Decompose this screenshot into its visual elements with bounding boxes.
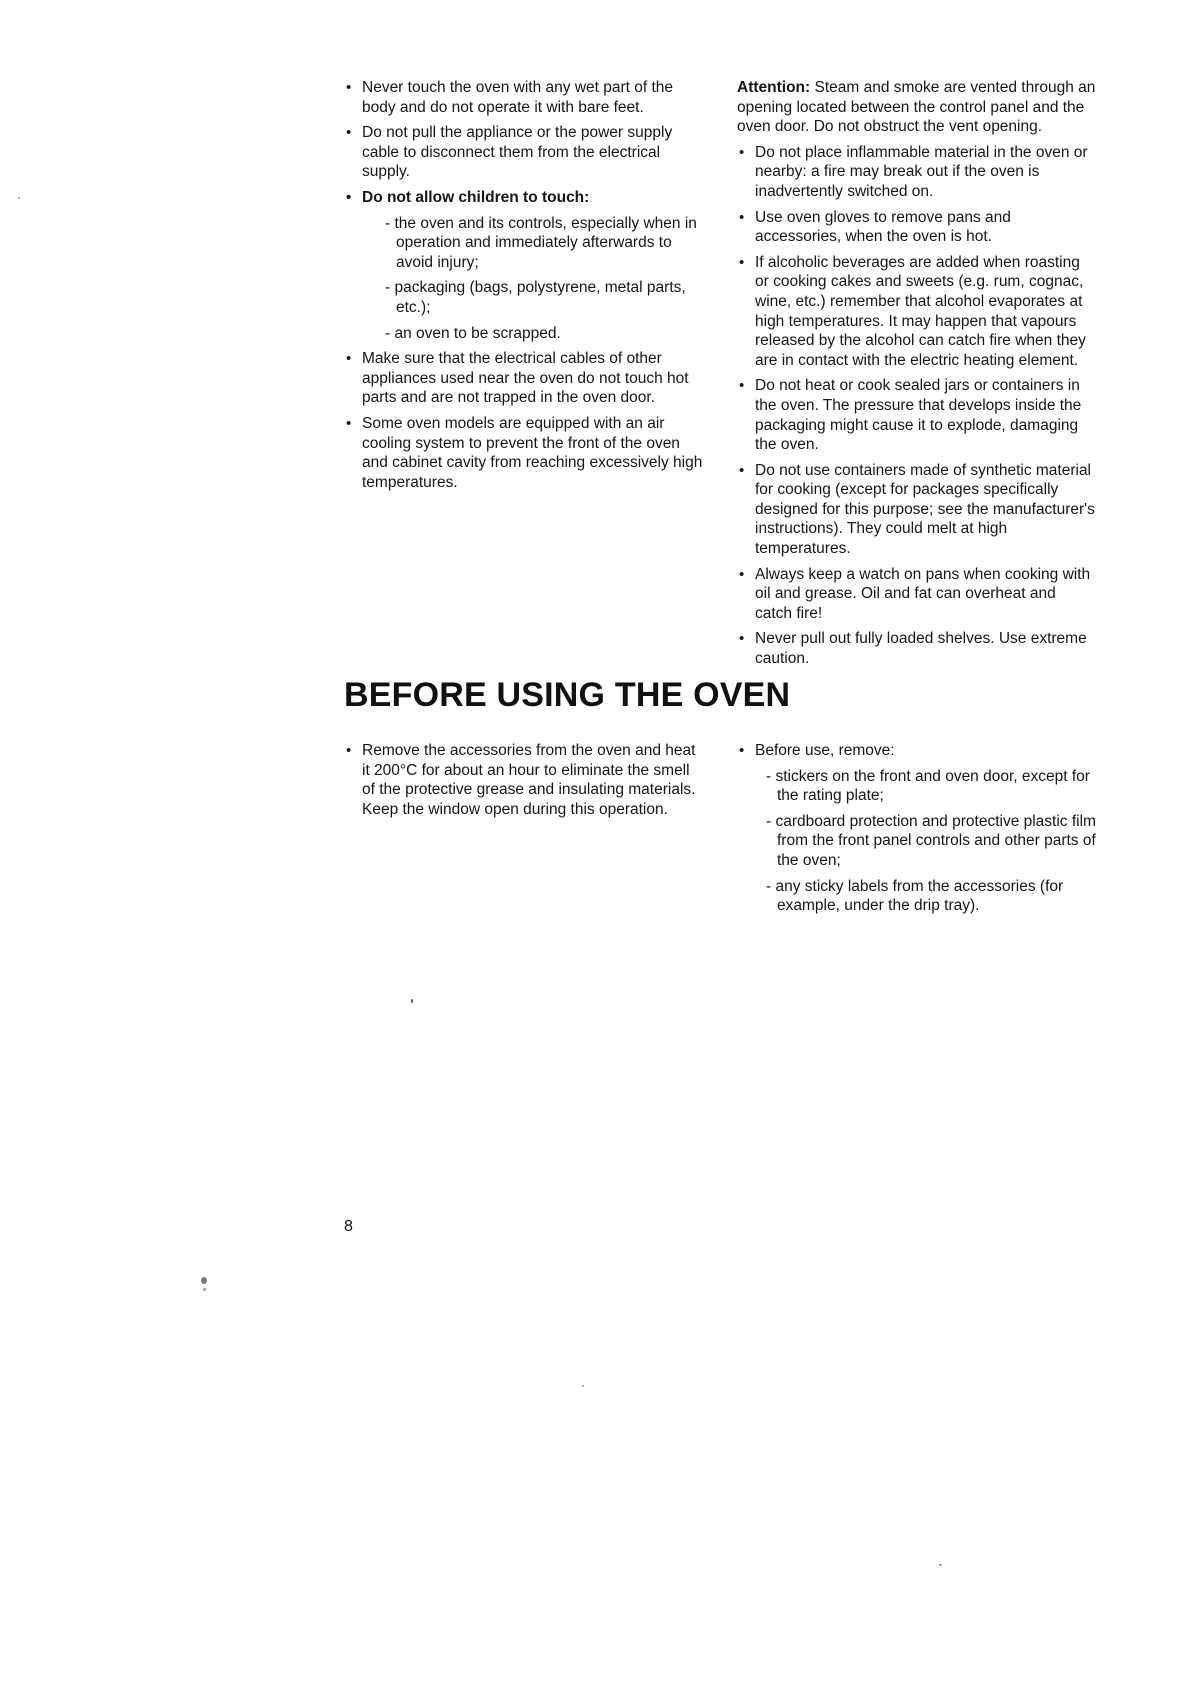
page-number: 8	[344, 1218, 353, 1235]
section-heading: BEFORE USING THE OVEN	[344, 676, 791, 714]
list-item: • Make sure that the electrical cables of other appliances used near the oven do not touch hot parts and are not trapped in the oven door.	[344, 349, 704, 408]
list-item: • Do not use containers made of synthetic material for cooking (except for packages specifically designed for this purpose; see the manufacturer's instructions). They could melt at high temperatures.	[737, 461, 1097, 559]
sub-list-item: - stickers on the front and oven door, except for the rating plate;	[766, 767, 1090, 805]
left-column-bottom	[344, 741, 704, 825]
scan-speck	[939, 1564, 942, 1566]
sub-list-item: - any sticky labels from the accessories (for example, under the drip tray).	[766, 877, 1064, 915]
children-sublist	[362, 214, 704, 344]
before-use-intro: Before use, remove:	[755, 742, 895, 759]
sub-list-item: - packaging (bags, polystyrene, metal parts, etc.);	[385, 279, 686, 316]
scan-speck	[201, 1277, 207, 1284]
before-use-list-left	[344, 741, 704, 819]
list-item-children-warning	[344, 188, 704, 343]
right-column-bottom	[737, 741, 1097, 922]
before-use-sublist	[755, 767, 1097, 916]
scan-speck	[411, 999, 413, 1003]
list-item: • Always keep a watch on pans when cooking with oil and grease. Oil and fat can overheat and catch fire!	[737, 565, 1097, 624]
right-column-top	[737, 78, 1097, 675]
attention-label: Attention:	[737, 79, 811, 96]
list-item: • Do not heat or cook sealed jars or containers in the oven. The pressure that develops inside the packaging might cause it to explode, damaging the oven.	[737, 376, 1097, 454]
sub-list-item: - an oven to be scrapped.	[385, 324, 561, 342]
list-item-before-use	[737, 741, 1097, 916]
children-warning-label: Do not allow children to touch:	[362, 188, 590, 206]
sub-list-item: - the oven and its controls, especially when in operation and immediately afterwards to avoid injury;	[385, 214, 697, 271]
list-item: • Never pull out fully loaded shelves. Use extreme caution.	[737, 629, 1097, 668]
before-use-list-right	[737, 741, 1097, 916]
safety-list-right	[737, 143, 1097, 669]
list-item: • Some oven models are equipped with an air cooling system to prevent the front of the oven and cabinet cavity from reaching excessively high temperatures.	[344, 414, 704, 492]
list-item: • If alcoholic beverages are added when roasting or cooking cakes and sweets (e.g. rum, cognac, wine, etc.) remember that alcohol evaporates at high temperatures. It may happen that vapours released by the alcohol can catch fire when they are in contact with the electric heating element.	[737, 253, 1097, 371]
list-item: • Do not place inflammable material in the oven or nearby: a fire may break out if the oven is inadvertently switched on.	[737, 143, 1097, 202]
safety-list-left	[344, 78, 704, 492]
list-item: • Remove the accessories from the oven and heat it 200°C for about an hour to eliminate the smell of the protective grease and insulating materials. Keep the window open during this operation.	[344, 741, 704, 819]
attention-note	[737, 78, 1097, 137]
list-item: • Use oven gloves to remove pans and accessories, when the oven is hot.	[737, 208, 1097, 247]
scan-speck	[582, 1385, 584, 1387]
sub-list-item: - cardboard protection and protective plastic film from the front panel controls and other parts of the oven;	[766, 812, 1096, 869]
attention-text: Steam and smoke are vented through an opening located between the control panel and the oven door. Do not obstruct the vent opening.	[737, 79, 1096, 136]
scan-speck	[18, 197, 20, 199]
list-item: • Never touch the oven with any wet part of the body and do not operate it with bare feet.	[344, 78, 704, 117]
list-item: • Do not pull the appliance or the power supply cable to disconnect them from the electrical supply.	[344, 123, 704, 182]
left-column-top	[344, 78, 704, 498]
scan-speck	[203, 1288, 206, 1291]
